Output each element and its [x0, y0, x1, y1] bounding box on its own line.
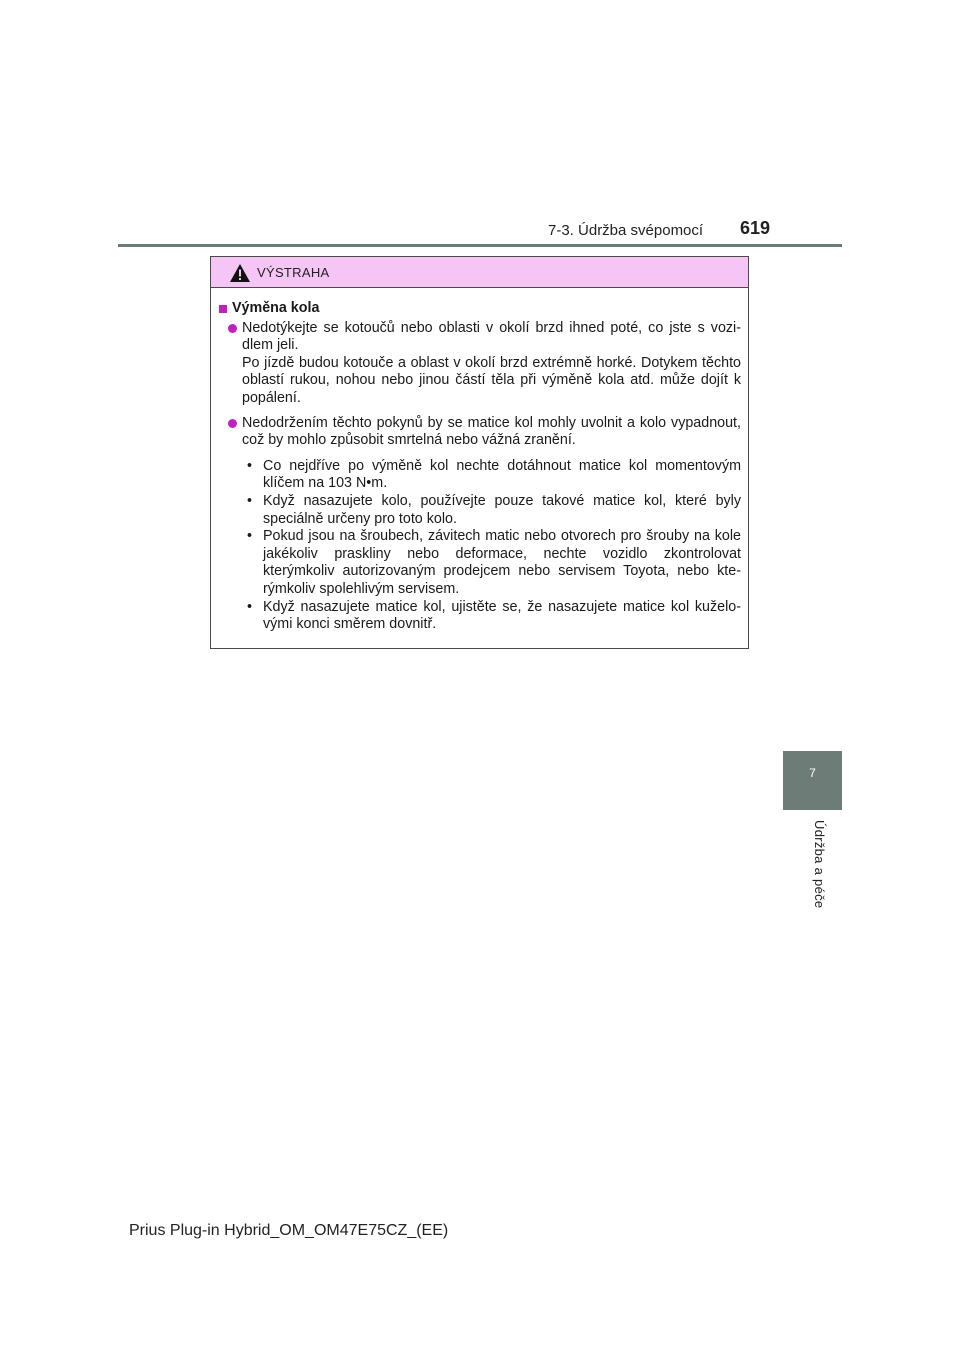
list-item	[242, 528, 741, 598]
bullet-dot-icon: •	[247, 528, 253, 545]
chapter-number: 7	[809, 766, 816, 780]
point-paragraph: Nedotýkejte se kotoučů nebo oblasti v okolí brzd ihned poté, co jste s vozi-dlem jeli.	[242, 319, 741, 354]
section-title-text: Výměna kola	[232, 300, 320, 316]
list-item-text: Co nejdříve po výměně kol nechte dotáhnout matice kol momentovým klíčem na 103 N•m.	[263, 457, 741, 492]
bullet-dot-icon: •	[247, 492, 253, 509]
list-item-text: Když nasazujete kolo, používejte pouze takové matice kol, které byly speciálně určeny pro toto kolo.	[263, 492, 741, 527]
bullet-dot-icon: •	[247, 598, 253, 615]
round-bullet-icon	[228, 324, 237, 333]
header-divider	[118, 244, 842, 247]
section-heading: 7-3. Údržba svépomocí	[548, 222, 704, 239]
warning-box	[210, 256, 749, 649]
warning-header	[211, 257, 748, 288]
page-number: 619	[740, 218, 771, 238]
list-item	[242, 458, 741, 493]
chapter-label: Údržba a péče	[812, 820, 827, 909]
round-bullet-icon	[228, 419, 237, 428]
list-item	[242, 493, 741, 528]
warning-point	[218, 415, 741, 450]
point-paragraph: Po jízdě budou kotouče a oblast v okolí brzd extrémně horké. Dotykem těchto oblastí rukou, nohou nebo jinou částí těla při výměně kola atd. může dojít k popálení.	[242, 354, 741, 406]
warning-point	[218, 320, 741, 408]
document-footer: Prius Plug-in Hybrid_OM_OM47E75CZ_(EE)	[129, 1222, 449, 1239]
list-item-text: Když nasazujete matice kol, ujistěte se, že nasazujete matice kol kuželo-vými konci směrem dovnitř.	[263, 598, 741, 633]
warning-triangle-icon	[229, 263, 251, 283]
square-bullet-icon	[219, 305, 227, 313]
warning-body	[211, 288, 748, 634]
chapter-tab[interactable]	[783, 751, 842, 810]
bullet-dot-icon: •	[247, 457, 253, 474]
section-title	[218, 300, 741, 318]
list-item	[242, 599, 741, 634]
list-item-text: Pokud jsou na šroubech, závitech matic nebo otvorech pro šrouby na kole jakékoliv praskliny nebo deformace, nechte vozidlo zkontrolovat kterýmkoliv autorizovaným prodejcem nebo servisem Toyota, nebo kte-rýmkoliv spolehlivým servisem.	[263, 528, 741, 597]
warning-title: VÝSTRAHA	[257, 265, 330, 280]
point-paragraph: Nedodržením těchto pokynů by se matice kol mohly uvolnit a kolo vypadnout, což by mohlo způsobit smrtelná nebo vážná zranění.	[242, 414, 741, 449]
sub-list	[218, 458, 741, 634]
